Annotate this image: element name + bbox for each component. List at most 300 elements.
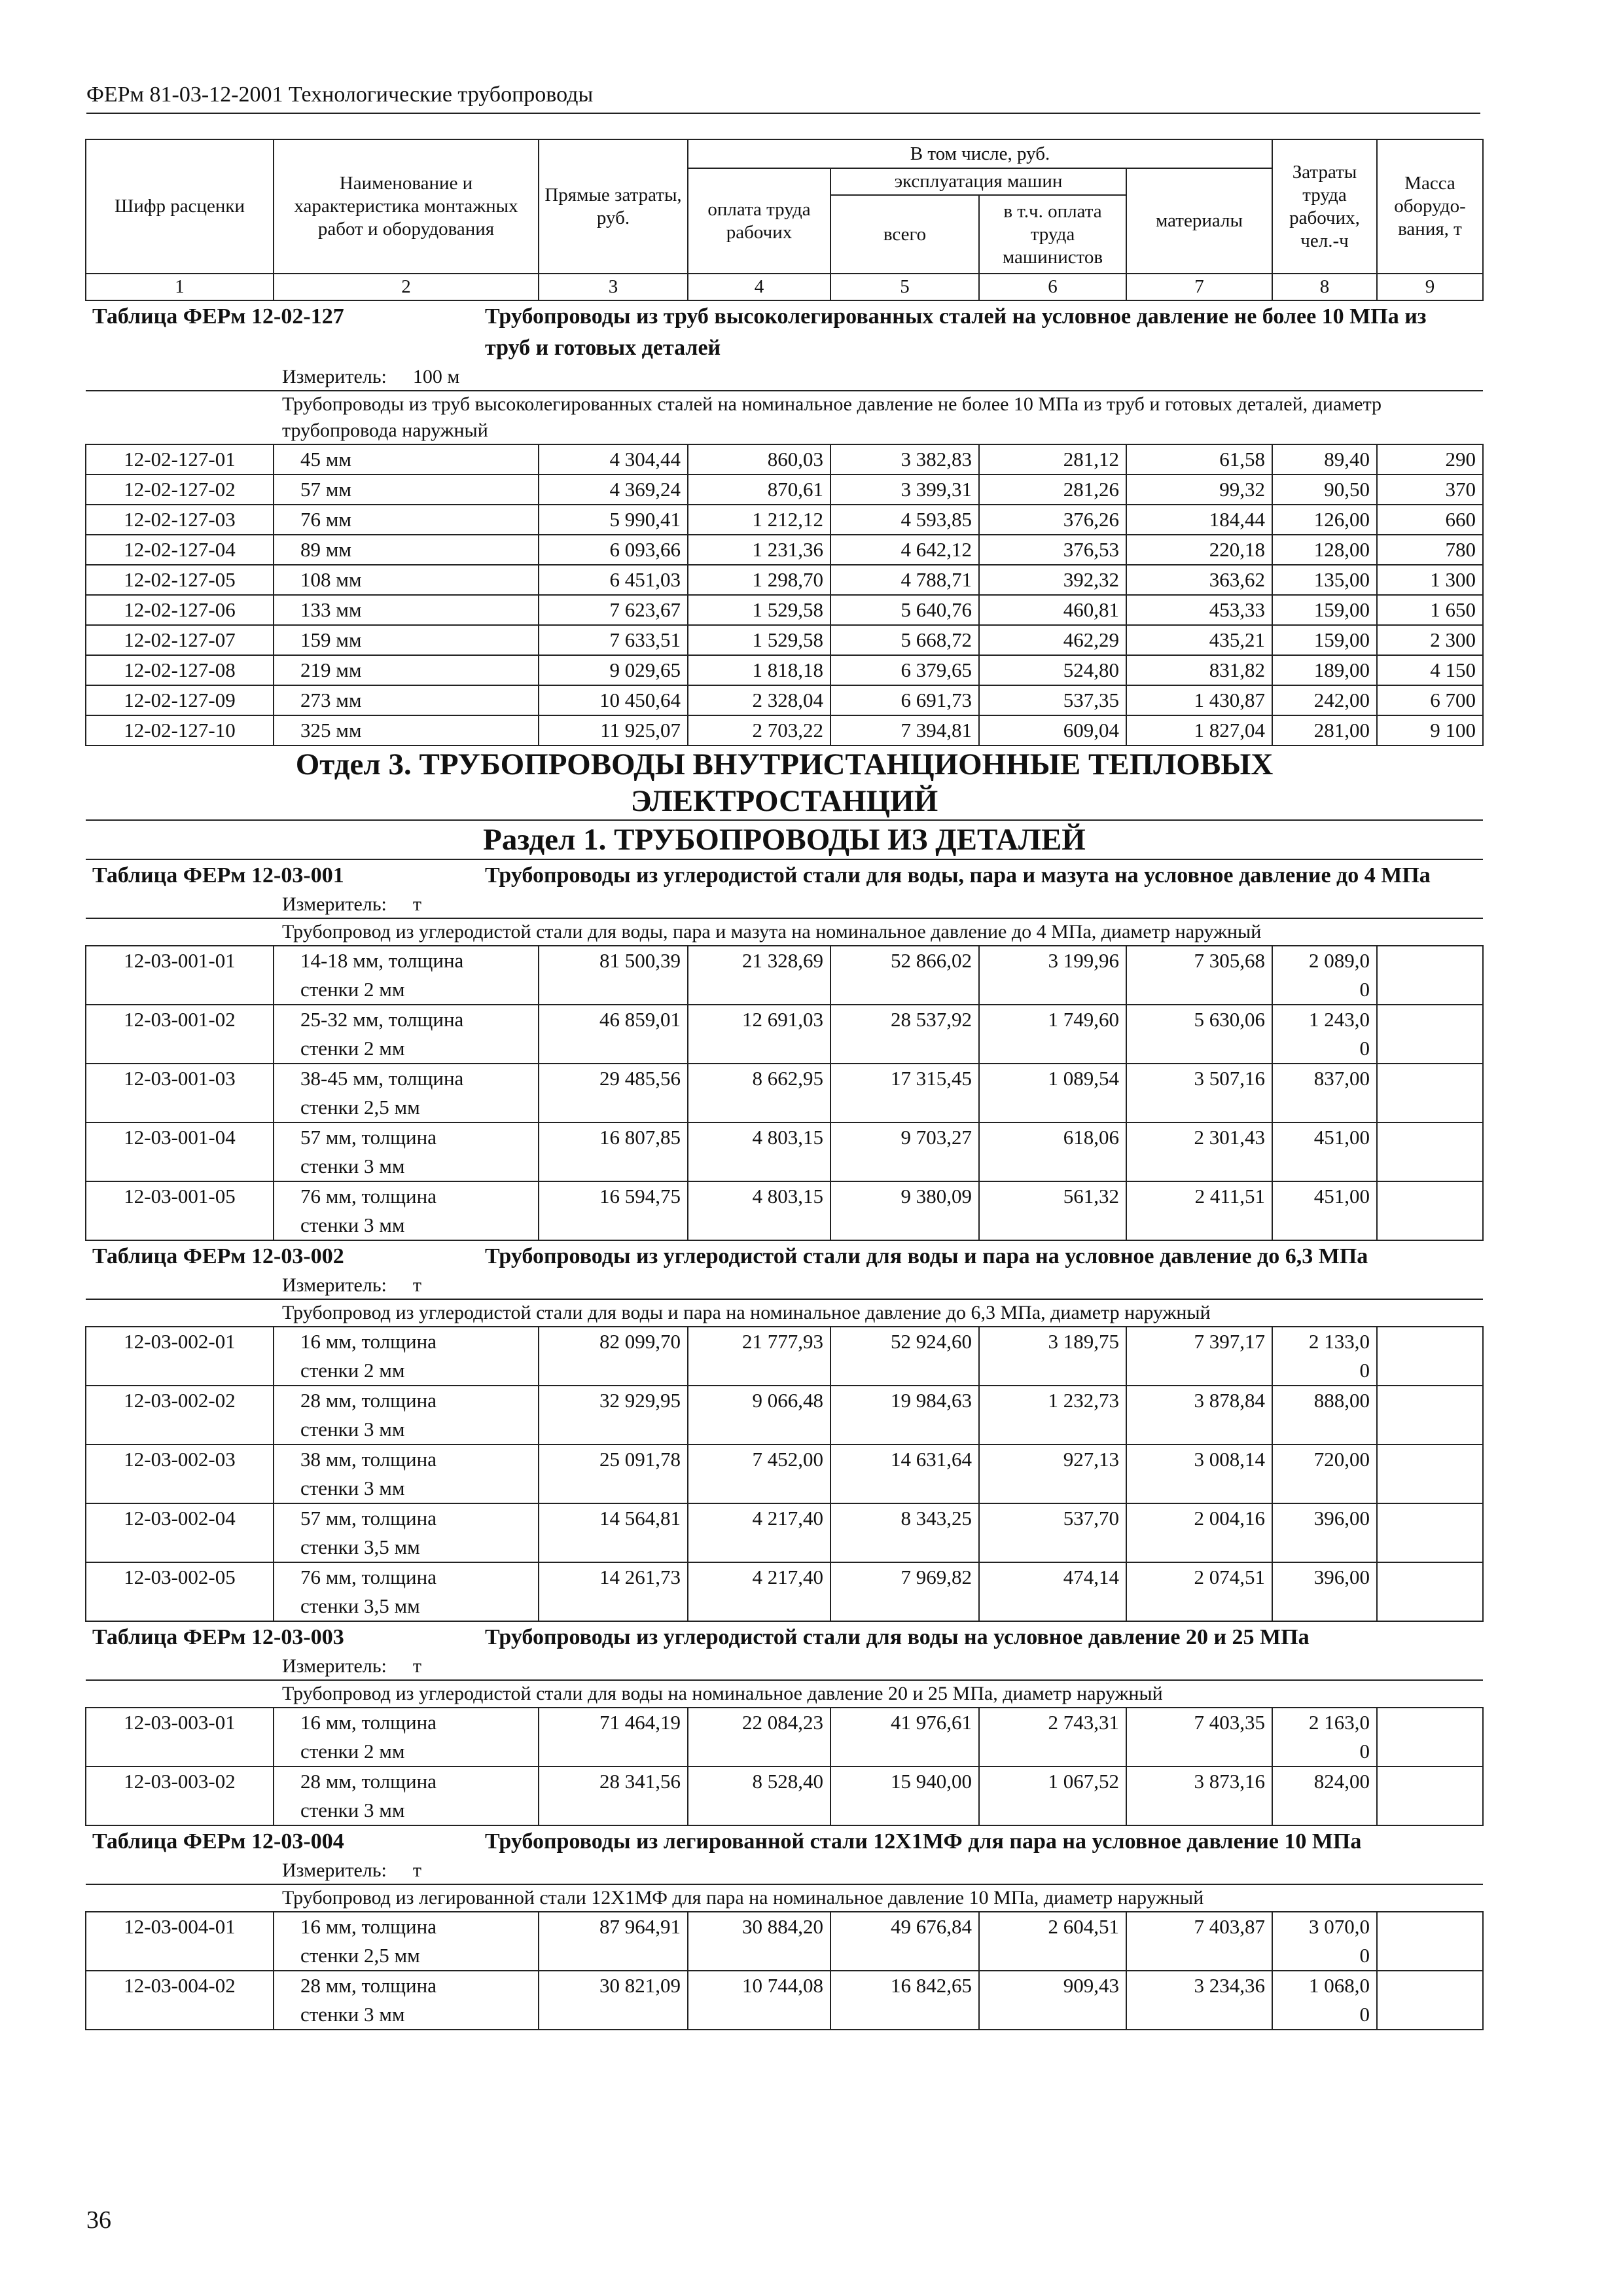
description-text: Трубопровод из легированной стали 12Х1МФ для пара на номинальное давление 10 МПа, диаметр наружный [282,1887,1204,1909]
value-cell: 14 631,64 [830,1444,979,1503]
value-cell: 537,35 [979,685,1126,715]
meter-label: Измеритель: [282,1859,387,1881]
labor-cost [1272,1767,1377,1825]
value-cell: 16 807,85 [539,1122,688,1181]
value-cell: 609,04 [979,715,1126,745]
labor-cost [1272,1708,1377,1767]
labor-cost [1272,1386,1377,1444]
rate-code: 12-03-004-01 [86,1912,274,1971]
value-cell: 14 261,73 [539,1562,688,1621]
rate-code: 12-02-127-02 [86,475,274,505]
value-cell: 290 [1377,444,1483,475]
value-cell: 392,32 [979,565,1126,595]
value-cell: 61,58 [1126,444,1272,475]
work-name: 45 мм [274,444,539,475]
work-name-line1: 57 мм, толщина [300,1126,437,1149]
rate-code: 12-03-003-01 [86,1708,274,1767]
table-title: Трубопроводы из углеродистой стали для воды и пара на условное давление до 6,3 МПа [485,1244,1368,1268]
value-cell: 21 777,93 [688,1327,830,1386]
value-cell: 9 703,27 [830,1122,979,1181]
table-row [86,1122,1483,1181]
work-name-line1: 16 мм, толщина [300,1330,437,1353]
table-row [86,625,1483,655]
col-number: 6 [979,274,1126,300]
value-cell: 12 691,03 [688,1005,830,1064]
table-row [86,444,1483,475]
meter-label: Измеритель: [282,893,387,915]
table-title: Трубопроводы из труб высоколегированных сталей на условное давление не более 10 МПа из труб и готовых деталей [485,304,1427,360]
value-cell: 474,14 [979,1562,1126,1621]
mass-cell [1377,1971,1483,2030]
work-name [274,1767,539,1825]
value-cell: 4 803,15 [688,1181,830,1240]
value-cell: 14 564,81 [539,1503,688,1562]
value-cell: 281,00 [1272,715,1377,745]
value-cell: 52 924,60 [830,1327,979,1386]
table-row [86,1005,1483,1064]
work-name [274,1327,539,1386]
value-cell: 7 969,82 [830,1562,979,1621]
value-cell: 5 630,06 [1126,1005,1272,1064]
value-cell: 17 315,45 [830,1064,979,1122]
mass-cell [1377,1708,1483,1767]
value-cell: 4 217,40 [688,1503,830,1562]
value-cell: 49 676,84 [830,1912,979,1971]
work-name-line2: стенки 3 мм [300,1799,405,1821]
value-cell: 376,26 [979,505,1126,535]
value-cell: 19 984,63 [830,1386,979,1444]
value-cell: 7 403,87 [1126,1912,1272,1971]
table-row [86,1708,1483,1767]
col-number: 5 [830,274,979,300]
value-cell: 561,32 [979,1181,1126,1240]
table-title: Трубопроводы из углеродистой стали для воды на условное давление 20 и 25 МПа [485,1625,1310,1649]
value-cell: 184,44 [1126,505,1272,535]
value-cell: 1 749,60 [979,1005,1126,1064]
value-cell: 90,50 [1272,475,1377,505]
value-cell: 16 594,75 [539,1181,688,1240]
col-header-materials: материалы [1126,168,1272,274]
col-header-wages: оплата труда рабочих [688,168,830,274]
col-header-operators: в т.ч. оплата труда машинистов [979,195,1126,274]
page-number: 36 [86,2206,111,2234]
table-row [86,685,1483,715]
value-cell: 1 430,87 [1126,685,1272,715]
work-name [274,1444,539,1503]
value-cell: 1 827,04 [1126,715,1272,745]
value-cell: 860,03 [688,444,830,475]
col-header-labor: Затраты труда рабочих, чел.-ч [1272,139,1377,274]
value-cell: 870,61 [688,475,830,505]
labor-cost [1272,1912,1377,1971]
labor-line2: 0 [1359,1740,1370,1763]
work-name-line2: стенки 3,5 мм [300,1594,420,1617]
work-name-line2: стенки 3 мм [300,1477,405,1499]
rate-code: 12-03-001-05 [86,1181,274,1240]
value-cell: 22 084,23 [688,1708,830,1767]
labor-line1: 837,00 [1313,1067,1370,1090]
meter-label: Измеритель: [282,1274,387,1296]
value-cell: 4 150 [1377,655,1483,685]
value-cell: 4 369,24 [539,475,688,505]
labor-cost [1272,1503,1377,1562]
work-name: 219 мм [274,655,539,685]
mass-cell [1377,1503,1483,1562]
value-cell: 909,43 [979,1971,1126,2030]
work-name [274,1005,539,1064]
table-row [86,505,1483,535]
work-name [274,1503,539,1562]
mass-cell [1377,1327,1483,1386]
table-row [86,655,1483,685]
section-heading [86,745,1483,820]
value-cell: 3 008,14 [1126,1444,1272,1503]
value-cell: 4 593,85 [830,505,979,535]
work-name: 108 мм [274,565,539,595]
work-name: 76 мм [274,505,539,535]
table-body [86,300,1483,2030]
value-cell: 1 300 [1377,565,1483,595]
meter-unit: т [412,1859,421,1881]
value-cell: 11 925,07 [539,715,688,745]
col-number: 9 [1377,274,1483,300]
value-cell: 1 231,36 [688,535,830,565]
value-cell: 9 029,65 [539,655,688,685]
col-header-machines: эксплуатация машин [830,168,1126,195]
meter-unit: т [412,893,421,915]
column-numbers-row [86,274,1483,300]
work-name-line1: 28 мм, толщина [300,1770,437,1793]
work-name-line2: стенки 2 мм [300,978,405,1001]
rate-code: 12-02-127-05 [86,565,274,595]
value-cell: 1 650 [1377,595,1483,625]
value-cell: 3 878,84 [1126,1386,1272,1444]
value-cell: 82 099,70 [539,1327,688,1386]
col-header-mass: Масса оборудо-вания, т [1377,139,1483,274]
value-cell: 242,00 [1272,685,1377,715]
value-cell: 4 803,15 [688,1122,830,1181]
description-text: Трубопроводы из труб высоколегированных сталей на номинальное давление не более 10 МПа из труб и готовых деталей, диаметр трубопровода наружный [282,393,1382,441]
labor-cost [1272,1005,1377,1064]
rate-code: 12-03-002-02 [86,1386,274,1444]
table-row [86,1912,1483,1971]
table-title: Трубопроводы из углеродистой стали для воды, пара и мазута на условное давление до 4 МПа [485,863,1431,888]
table-description [86,1680,1483,1708]
labor-line1: 1 068,0 [1309,1974,1370,1997]
table-row [86,1767,1483,1825]
table-label: Таблица ФЕРм 12-03-002 [92,1244,344,1268]
description-text: Трубопровод из углеродистой стали для воды, пара и мазута на номинальное давление до 4 МПа, диаметр наружный [282,921,1262,942]
table-row [86,715,1483,745]
work-name-line2: стенки 2 мм [300,1740,405,1763]
rate-code: 12-02-127-08 [86,655,274,685]
labor-cost [1272,1122,1377,1181]
meter-unit: т [412,1655,421,1677]
labor-cost [1272,1971,1377,2030]
work-name-line1: 28 мм, толщина [300,1974,437,1997]
value-cell: 370 [1377,475,1483,505]
labor-line1: 451,00 [1313,1126,1370,1149]
table-label: Таблица ФЕРм 12-02-127 [92,304,344,329]
work-name-line2: стенки 3,5 мм [300,1535,420,1558]
value-cell: 8 343,25 [830,1503,979,1562]
table-row [86,1444,1483,1503]
value-cell: 5 640,76 [830,595,979,625]
value-cell: 28 537,92 [830,1005,979,1064]
table-row [86,1503,1483,1562]
value-cell: 2 301,43 [1126,1122,1272,1181]
value-cell: 46 859,01 [539,1005,688,1064]
table-label: Таблица ФЕРм 12-03-004 [92,1829,344,1854]
value-cell: 4 217,40 [688,1562,830,1621]
value-cell: 5 668,72 [830,625,979,655]
value-cell: 25 091,78 [539,1444,688,1503]
value-cell: 220,18 [1126,535,1272,565]
rate-code: 12-02-127-01 [86,444,274,475]
value-cell: 4 788,71 [830,565,979,595]
value-cell: 7 305,68 [1126,946,1272,1005]
value-cell: 99,32 [1126,475,1272,505]
value-cell: 2 703,22 [688,715,830,745]
value-cell: 2 743,31 [979,1708,1126,1767]
value-cell: 2 300 [1377,625,1483,655]
value-cell: 1 067,52 [979,1767,1126,1825]
work-name-line2: стенки 2 мм [300,1359,405,1382]
labor-line2: 0 [1359,2003,1370,2026]
value-cell: 1 818,18 [688,655,830,685]
work-name-line1: 76 мм, толщина [300,1566,437,1588]
labor-cost [1272,1444,1377,1503]
work-name-line1: 57 мм, толщина [300,1507,437,1530]
value-cell: 159,00 [1272,595,1377,625]
value-cell: 524,80 [979,655,1126,685]
table-title-block [86,1825,1483,1884]
mass-cell [1377,946,1483,1005]
value-cell: 4 642,12 [830,535,979,565]
value-cell: 3 873,16 [1126,1767,1272,1825]
subsection-heading [86,820,1483,859]
value-cell: 8 662,95 [688,1064,830,1122]
labor-line1: 451,00 [1313,1185,1370,1208]
value-cell: 21 328,69 [688,946,830,1005]
labor-line2: 0 [1359,1944,1370,1967]
value-cell: 1 212,12 [688,505,830,535]
value-cell: 159,00 [1272,625,1377,655]
value-cell: 7 403,35 [1126,1708,1272,1767]
price-table [85,139,1484,2030]
table-row [86,1327,1483,1386]
work-name-line1: 38 мм, толщина [300,1448,437,1471]
work-name: 159 мм [274,625,539,655]
value-cell: 2 604,51 [979,1912,1126,1971]
value-cell: 7 623,67 [539,595,688,625]
labor-line1: 2 163,0 [1309,1711,1370,1734]
rate-code: 12-03-003-02 [86,1767,274,1825]
value-cell: 28 341,56 [539,1767,688,1825]
value-cell: 32 929,95 [539,1386,688,1444]
work-name: 57 мм [274,475,539,505]
value-cell: 462,29 [979,625,1126,655]
work-name [274,1386,539,1444]
rate-code: 12-03-001-01 [86,946,274,1005]
table-description [86,918,1483,946]
rate-code: 12-02-127-10 [86,715,274,745]
table-row [86,1562,1483,1621]
rate-code: 12-03-004-02 [86,1971,274,2030]
value-cell: 5 990,41 [539,505,688,535]
value-cell: 89,40 [1272,444,1377,475]
value-cell: 3 399,31 [830,475,979,505]
work-name-line1: 76 мм, толщина [300,1185,437,1208]
col-header-name: Наименование и характеристика монтажных работ и оборудования [274,139,539,274]
value-cell: 618,06 [979,1122,1126,1181]
table-row [86,565,1483,595]
razdel-title: Раздел 1. ТРУБОПРОВОДЫ ИЗ ДЕТАЛЕЙ [483,823,1086,857]
value-cell: 537,70 [979,1503,1126,1562]
work-name-line2: стенки 2,5 мм [300,1944,420,1967]
value-cell: 6 451,03 [539,565,688,595]
table-label: Таблица ФЕРм 12-03-001 [92,863,344,888]
value-cell: 41 976,61 [830,1708,979,1767]
labor-line1: 824,00 [1313,1770,1370,1793]
running-header: ФЕРм 81-03-12-2001 Технологические трубопроводы [86,77,1480,114]
value-cell: 126,00 [1272,505,1377,535]
value-cell: 8 528,40 [688,1767,830,1825]
value-cell: 1 089,54 [979,1064,1126,1122]
value-cell: 780 [1377,535,1483,565]
col-number: 7 [1126,274,1272,300]
mass-cell [1377,1562,1483,1621]
value-cell: 3 189,75 [979,1327,1126,1386]
table-row [86,595,1483,625]
work-name-line2: стенки 3 мм [300,1213,405,1236]
value-cell: 281,26 [979,475,1126,505]
value-cell: 6 093,66 [539,535,688,565]
rate-code: 12-03-002-01 [86,1327,274,1386]
labor-line1: 2 133,0 [1309,1330,1370,1353]
table-title: Трубопроводы из легированной стали 12Х1МФ для пара на условное давление 10 МПа [485,1829,1362,1854]
table-header [86,139,1483,300]
rate-code: 12-03-002-03 [86,1444,274,1503]
work-name: 133 мм [274,595,539,625]
value-cell: 6 379,65 [830,655,979,685]
labor-line1: 3 070,0 [1309,1915,1370,1938]
labor-cost [1272,1562,1377,1621]
rate-code: 12-03-001-04 [86,1122,274,1181]
value-cell: 1 232,73 [979,1386,1126,1444]
otdel-line1: Отдел 3. ТРУБОПРОВОДЫ ВНУТРИСТАНЦИОННЫЕ ТЕПЛОВЫХ [295,747,1274,781]
description-text: Трубопровод из углеродистой стали для воды и пара на номинальное давление до 6,3 МПа, диаметр наружный [282,1302,1211,1323]
rate-code: 12-02-127-09 [86,685,274,715]
meter-label: Измеритель: [282,1655,387,1677]
value-cell: 7 452,00 [688,1444,830,1503]
value-cell: 435,21 [1126,625,1272,655]
labor-cost [1272,1327,1377,1386]
labor-line1: 396,00 [1313,1566,1370,1588]
labor-cost [1272,1064,1377,1122]
value-cell: 1 529,58 [688,595,830,625]
value-cell: 9 066,48 [688,1386,830,1444]
value-cell: 2 074,51 [1126,1562,1272,1621]
value-cell: 135,00 [1272,565,1377,595]
work-name-line1: 16 мм, толщина [300,1711,437,1734]
value-cell: 71 464,19 [539,1708,688,1767]
table-description [86,1884,1483,1912]
col-header-total: всего [830,195,979,274]
mass-cell [1377,1386,1483,1444]
work-name-line1: 16 мм, толщина [300,1915,437,1938]
table-description [86,391,1483,444]
value-cell: 376,53 [979,535,1126,565]
mass-cell [1377,1181,1483,1240]
value-cell: 9 380,09 [830,1181,979,1240]
value-cell: 1 298,70 [688,565,830,595]
value-cell: 3 382,83 [830,444,979,475]
value-cell: 2 411,51 [1126,1181,1272,1240]
mass-cell [1377,1444,1483,1503]
mass-cell [1377,1064,1483,1122]
work-name-line2: стенки 2,5 мм [300,1096,420,1119]
value-cell: 831,82 [1126,655,1272,685]
rate-code: 12-02-127-06 [86,595,274,625]
rate-code: 12-03-001-03 [86,1064,274,1122]
value-cell: 10 450,64 [539,685,688,715]
col-header-direct: Прямые затраты, руб. [539,139,688,274]
col-number: 2 [274,274,539,300]
table-title-block [86,859,1483,918]
value-cell: 189,00 [1272,655,1377,685]
table-label: Таблица ФЕРм 12-03-003 [92,1625,344,1649]
value-cell: 7 633,51 [539,625,688,655]
work-name-line1: 25-32 мм, толщина [300,1008,464,1031]
work-name: 273 мм [274,685,539,715]
value-cell: 2 004,16 [1126,1503,1272,1562]
work-name [274,1708,539,1767]
table-title-block [86,1621,1483,1680]
value-cell: 453,33 [1126,595,1272,625]
table-row [86,1971,1483,2030]
value-cell: 9 100 [1377,715,1483,745]
labor-cost [1272,946,1377,1005]
work-name: 325 мм [274,715,539,745]
value-cell: 660 [1377,505,1483,535]
work-name [274,1181,539,1240]
meter-unit: т [412,1274,421,1296]
value-cell: 128,00 [1272,535,1377,565]
work-name-line2: стенки 3 мм [300,1418,405,1441]
work-name-line2: стенки 2 мм [300,1037,405,1060]
value-cell: 363,62 [1126,565,1272,595]
labor-cost [1272,1181,1377,1240]
labor-line1: 720,00 [1313,1448,1370,1471]
value-cell: 1 529,58 [688,625,830,655]
value-cell: 927,13 [979,1444,1126,1503]
value-cell: 2 328,04 [688,685,830,715]
work-name [274,1562,539,1621]
work-name-line2: стенки 3 мм [300,2003,405,2026]
col-number: 3 [539,274,688,300]
col-number: 8 [1272,274,1377,300]
labor-line1: 1 243,0 [1309,1008,1370,1031]
value-cell: 4 304,44 [539,444,688,475]
value-cell: 3 199,96 [979,946,1126,1005]
table-title-block [86,1240,1483,1299]
work-name-line1: 38-45 мм, толщина [300,1067,464,1090]
value-cell: 7 394,81 [830,715,979,745]
table-row [86,475,1483,505]
rate-code: 12-03-001-02 [86,1005,274,1064]
labor-line1: 2 089,0 [1309,949,1370,972]
